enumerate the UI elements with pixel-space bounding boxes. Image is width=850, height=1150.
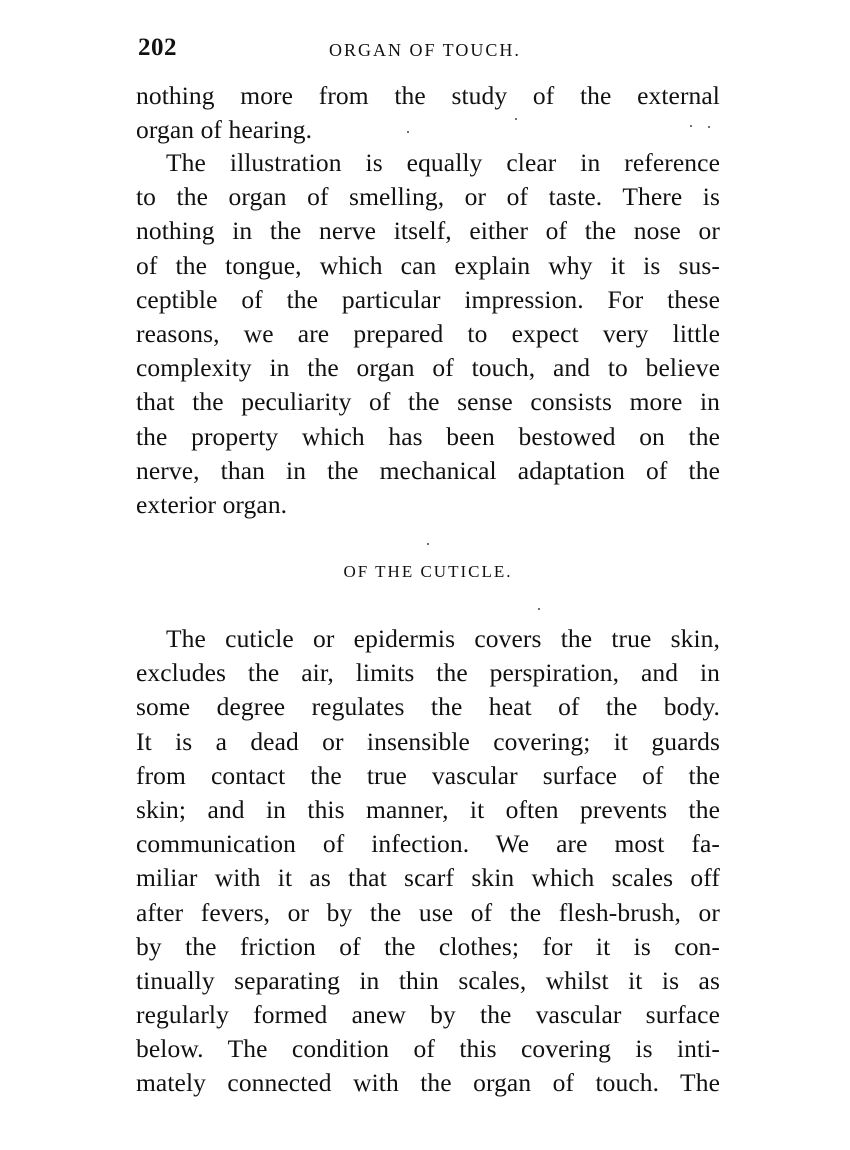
print-speck <box>690 125 692 127</box>
text-line: organ of hearing. <box>136 115 313 145</box>
text-line: the property which has been bestowed on the <box>136 421 720 451</box>
text-line: The illustration is equally clear in reference <box>166 148 720 177</box>
text-line: after fevers, or by the use of the flesh-brush, or <box>136 897 720 927</box>
text-line: ceptible of the particular impression. For these <box>136 284 720 314</box>
text-line: some degree regulates the heat of the body. <box>136 692 720 722</box>
text-line: regularly formed anew by the vascular surface <box>136 1000 720 1030</box>
text-line: by the friction of the clothes; for it is con- <box>136 931 720 961</box>
text-line: skin; and in this manner, it often prevents the <box>136 794 720 824</box>
print-speck <box>708 126 710 128</box>
text-line: mately connected with the organ of touch. The <box>136 1068 720 1098</box>
text-line: communication of infection. We are most fa- <box>136 829 720 859</box>
print-speck <box>407 131 409 133</box>
text-line: nerve, than in the mechanical adaptation of the <box>136 455 720 485</box>
running-title: ORGAN OF TOUCH. <box>329 40 521 60</box>
text-line: to the organ of smelling, or of taste. There is <box>136 182 720 212</box>
paragraph-illustration <box>136 146 720 522</box>
page-header <box>138 34 718 68</box>
text-line: complexity in the organ of touch, and to believe <box>136 353 720 383</box>
paragraph-cuticle <box>136 622 720 1101</box>
print-speck <box>427 543 429 545</box>
text-line: miliar with it as that scarf skin which scales off <box>136 863 720 893</box>
text-line: tinually separating in thin scales, whilst it is as <box>136 965 720 995</box>
text-line: It is a dead or insensible covering; it guards <box>136 726 720 756</box>
text-line: nothing in the nerve itself, either of the nose or <box>136 216 720 246</box>
text-line: reasons, we are prepared to expect very little <box>136 318 720 348</box>
print-speck <box>515 118 517 120</box>
text-line: of the tongue, which can explain why it is sus- <box>136 250 720 280</box>
text-line: The cuticle or epidermis covers the true skin, <box>166 624 720 653</box>
text-line: below. The condition of this covering is inti- <box>136 1034 720 1064</box>
text-line: nothing more from the study of the external <box>136 81 720 110</box>
text-line: from contact the true vascular surface of the <box>136 760 720 790</box>
text-line: excludes the air, limits the perspiration, and in <box>136 658 720 688</box>
page-number: 202 <box>138 34 177 61</box>
print-speck <box>538 608 540 610</box>
paragraph-continued <box>136 79 720 147</box>
text-line: that the peculiarity of the sense consists more in <box>136 387 720 417</box>
section-heading: OF THE CUTICLE. <box>343 562 513 581</box>
text-line: exterior organ. <box>136 489 288 519</box>
